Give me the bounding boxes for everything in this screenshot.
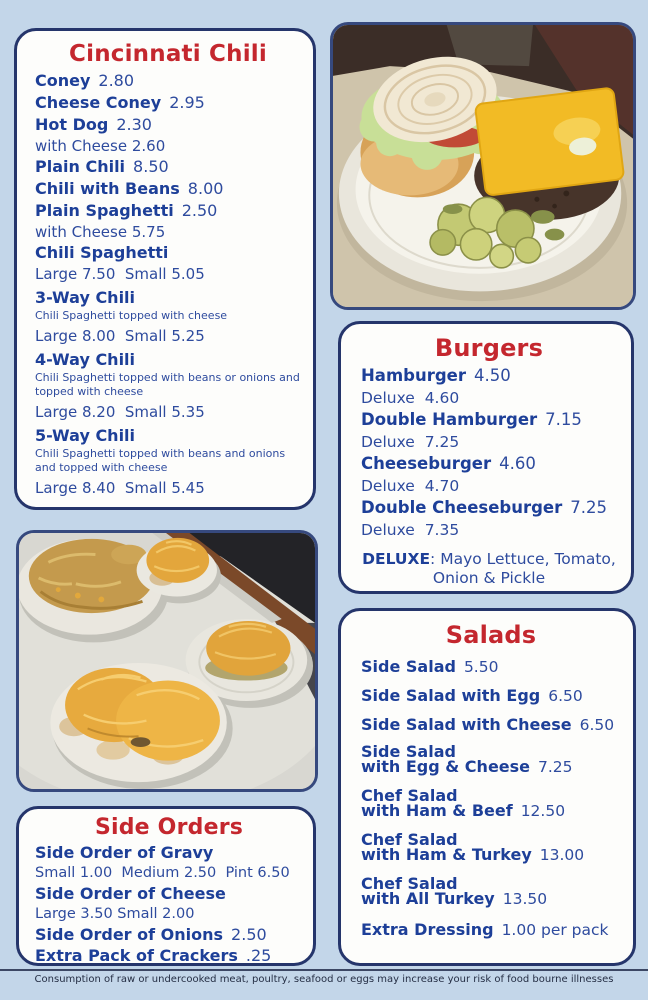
item-price: 2.95 bbox=[169, 93, 205, 112]
menu-item bbox=[35, 349, 301, 371]
item-price: 2.80 bbox=[98, 71, 135, 90]
item-price: 2.30 bbox=[116, 115, 152, 134]
item-name: Double Cheeseburger bbox=[361, 498, 563, 517]
item-name: Side Order of Onions bbox=[35, 925, 224, 944]
item-name: Plain Chili bbox=[35, 157, 126, 176]
item-price: 4.50 bbox=[473, 366, 511, 385]
item-sizes: Large 7.50 Small 5.05 bbox=[35, 265, 205, 283]
item-sizes: Large 8.20 Small 5.35 bbox=[35, 403, 205, 421]
item-name: Cheese Coney bbox=[35, 93, 162, 112]
menu-item bbox=[35, 178, 301, 200]
menu-item bbox=[35, 842, 303, 863]
item-price: 8.50 bbox=[133, 157, 169, 176]
item-name: Hamburger bbox=[361, 366, 466, 385]
item-name: Double Hamburger bbox=[361, 410, 538, 429]
item-sizes: Large 8.40 Small 5.45 bbox=[35, 479, 205, 497]
panel-side-orders bbox=[16, 806, 316, 966]
item-name: Coney bbox=[35, 71, 91, 90]
item-price: 6.50 bbox=[579, 716, 615, 734]
menu-item bbox=[361, 715, 621, 735]
item-price: 2.50 bbox=[181, 201, 218, 220]
item-name: Plain Spaghetti bbox=[35, 201, 174, 220]
menu-item bbox=[361, 497, 617, 519]
item-price: 6.50 bbox=[548, 687, 583, 705]
item-name: Side Salad bbox=[361, 657, 456, 676]
chili-plates-photo-image bbox=[19, 533, 315, 789]
item-name: 4-Way Chili bbox=[35, 350, 136, 369]
menu-item bbox=[361, 409, 617, 431]
menu-item bbox=[361, 788, 621, 819]
menu-item bbox=[35, 287, 301, 309]
item-name-line2: with Ham & Turkey bbox=[361, 845, 532, 864]
item-description: Chili Spaghetti topped with beans or onions and topped with cheese bbox=[35, 371, 300, 398]
deluxe-note bbox=[361, 550, 617, 588]
item-price: 13.00 bbox=[539, 846, 585, 864]
menu-item bbox=[35, 242, 301, 264]
menu-item bbox=[361, 686, 621, 706]
item-variant: with Cheese 2.60 bbox=[35, 137, 166, 155]
section-title-salads: Salads bbox=[445, 621, 537, 649]
panel-salads bbox=[338, 608, 636, 966]
menu-item bbox=[361, 744, 621, 775]
cheeseburger-photo-image bbox=[333, 25, 633, 307]
item-price: 7.25 bbox=[570, 498, 608, 517]
menu-item bbox=[35, 200, 301, 222]
menu-item bbox=[35, 883, 303, 904]
item-sizes: Small 1.00 Medium 2.50 Pint 6.50 bbox=[35, 865, 290, 881]
menu-item bbox=[35, 114, 301, 136]
item-price: 1.00 per pack bbox=[501, 921, 609, 939]
menu-item bbox=[361, 657, 621, 677]
item-name: Side Order of Gravy bbox=[35, 843, 214, 862]
menu-item bbox=[35, 156, 301, 178]
item-price: 7.25 bbox=[538, 758, 573, 776]
item-name-line1: Side Salad bbox=[361, 742, 456, 761]
item-deluxe: Deluxe 7.35 bbox=[361, 521, 460, 539]
footer-disclaimer: Consumption of raw or undercooked meat, poultry, seafood or eggs may increase your risk of food bourne illnesses bbox=[34, 974, 614, 985]
menu-item bbox=[35, 425, 301, 447]
item-price: 12.50 bbox=[520, 802, 566, 820]
item-price: .25 bbox=[245, 946, 272, 965]
item-name: Cheeseburger bbox=[361, 454, 492, 473]
item-name-line1: Chef Salad bbox=[361, 786, 458, 805]
section-title-side-orders: Side Orders bbox=[94, 815, 244, 840]
item-description: Chili Spaghetti topped with beans and onions and topped with cheese bbox=[35, 447, 286, 474]
section-title-burgers: Burgers bbox=[434, 334, 544, 362]
menu-item bbox=[361, 453, 617, 475]
menu-item bbox=[35, 924, 303, 945]
item-name: Side Salad with Cheese bbox=[361, 715, 572, 734]
menu-item bbox=[361, 876, 621, 907]
item-name: Extra Pack of Crackers bbox=[35, 946, 238, 965]
menu-item bbox=[361, 832, 621, 863]
panel-burgers bbox=[338, 321, 634, 594]
item-price: 2.50 bbox=[231, 925, 267, 944]
item-name-line1: Chef Salad bbox=[361, 874, 458, 893]
item-name: 3-Way Chili bbox=[35, 288, 136, 307]
menu-item bbox=[35, 92, 301, 114]
item-name: Chili Spaghetti bbox=[35, 243, 169, 262]
item-deluxe: Deluxe 4.70 bbox=[361, 477, 460, 495]
chili-plates-photo bbox=[16, 530, 318, 792]
item-name-line2: with Egg & Cheese bbox=[361, 757, 531, 776]
item-name: 5-Way Chili bbox=[35, 426, 136, 445]
item-name: Hot Dog bbox=[35, 115, 109, 134]
menu-item bbox=[35, 70, 301, 92]
panel-cincinnati-chili bbox=[14, 28, 316, 510]
item-description: Chili Spaghetti topped with cheese bbox=[35, 309, 228, 322]
cheeseburger-photo bbox=[330, 22, 636, 310]
menu-item bbox=[361, 920, 621, 940]
item-price: 5.50 bbox=[463, 658, 499, 676]
item-price: 8.00 bbox=[187, 179, 224, 198]
item-name: Side Order of Cheese bbox=[35, 884, 226, 903]
item-name-line1: Chef Salad bbox=[361, 830, 458, 849]
menu-item bbox=[361, 365, 617, 387]
item-price: 4.60 bbox=[499, 454, 536, 473]
footer-divider bbox=[0, 969, 648, 971]
item-sizes: Large 8.00 Small 5.25 bbox=[35, 327, 205, 345]
item-deluxe: Deluxe 4.60 bbox=[361, 389, 460, 407]
item-sizes: Large 3.50 Small 2.00 bbox=[35, 906, 195, 922]
item-price: 7.15 bbox=[545, 410, 582, 429]
item-name-line2: with All Turkey bbox=[361, 889, 495, 908]
item-name: Chili with Beans bbox=[35, 179, 180, 198]
item-deluxe: Deluxe 7.25 bbox=[361, 433, 460, 451]
item-price: 13.50 bbox=[502, 890, 548, 908]
deluxe-note-text: : Mayo Lettuce, Tomato, Onion & Pickle bbox=[430, 550, 616, 587]
item-variant: with Cheese 5.75 bbox=[35, 223, 166, 241]
item-name-line2: with Ham & Beef bbox=[361, 801, 513, 820]
item-name: Extra Dressing bbox=[361, 920, 494, 939]
deluxe-note-label: DELUXE bbox=[362, 550, 431, 568]
item-name: Side Salad with Egg bbox=[361, 686, 541, 705]
menu-item bbox=[35, 945, 303, 966]
section-title-cincinnati-chili: Cincinnati Chili bbox=[69, 41, 267, 67]
